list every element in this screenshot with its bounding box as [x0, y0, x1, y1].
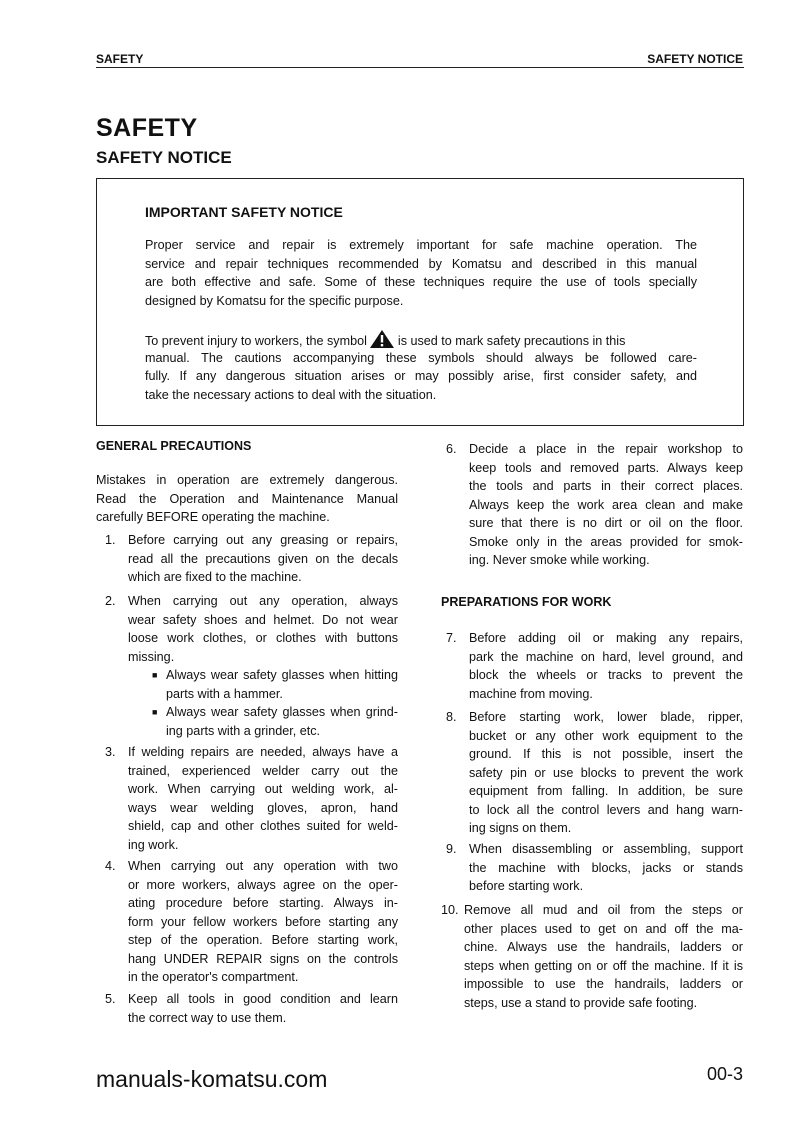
page-title: SAFETY	[96, 114, 198, 142]
preparations-heading: PREPARATIONS FOR WORK	[441, 595, 612, 609]
text-line: shield, cap and other clothes suited for weld-	[128, 819, 398, 833]
important-safety-notice-box	[96, 178, 744, 426]
text-line: bucket or any other work equipment to the	[469, 728, 743, 743]
item-number: 10.	[441, 903, 459, 917]
running-header-right: SAFETY NOTICE	[647, 52, 743, 66]
text-line: safety pin or use blocks to prevent the work	[469, 765, 743, 780]
precaution-item	[446, 440, 743, 570]
text-line: work. When carrying out welding work, al-	[128, 782, 398, 796]
text-line: fully. If any dangerous situation arises or may possibly arise, first consider safety, and	[145, 369, 697, 383]
text-line: Always wear safety glasses when grind-	[166, 705, 398, 719]
text-line: service and repair techniques recommended by Komatsu and described in this manual	[145, 256, 697, 271]
text-line: Decide a place in the repair workshop to	[469, 442, 743, 456]
text-line: Keep all tools in good condition and learn	[128, 992, 398, 1006]
text-line: trained, experienced welder carry out the	[128, 763, 398, 778]
notice-text: To prevent injury to workers, the symbol	[145, 334, 367, 348]
text-line: park the machine on hard, level ground, and	[469, 649, 743, 664]
text-line: impossible to use the handrails, ladders or	[464, 977, 743, 991]
item-number: 7.	[446, 631, 457, 645]
bullet-item	[152, 703, 398, 740]
text-line: loose work clothes, or clothes with buttons	[128, 631, 398, 645]
text-line: steps, use a stand to provide safe footing.	[464, 995, 698, 1010]
precaution-item	[105, 990, 398, 1027]
text-line: are both effective and safe. Some of these techniques require the use of tools specially	[145, 275, 697, 289]
text-line: equipment from falling. In addition, be sure	[469, 784, 743, 798]
running-header-left: SAFETY	[96, 52, 144, 66]
notice-paragraph-1	[145, 236, 697, 310]
item-number: 8.	[446, 710, 457, 724]
precaution-item	[441, 901, 743, 1012]
text-line: Mistakes in operation are extremely dangerous.	[96, 473, 398, 487]
text-line: Read the Operation and Maintenance Manual	[96, 491, 398, 506]
text-line: which are fixed to the machine.	[128, 570, 302, 584]
text-line: ing. Never smoke while working.	[469, 553, 650, 567]
notice-title: IMPORTANT SAFETY NOTICE	[145, 204, 343, 220]
precaution-item	[105, 531, 398, 587]
text-line: Always wear safety glasses when hitting	[166, 668, 398, 682]
text-line: Smoke only in the areas provided for smok-	[469, 534, 743, 549]
header-rule	[96, 67, 744, 68]
text-line: hang UNDER REPAIR signs on the controls	[128, 951, 398, 966]
item-number: 9.	[446, 842, 457, 856]
text-line: carefully BEFORE operating the machine.	[96, 510, 330, 524]
bullet-icon: ■	[152, 670, 158, 680]
text-line: manual. The cautions accompanying these symbols should always be followed care-	[145, 350, 697, 365]
precaution-item	[105, 857, 398, 987]
text-line: chine. Always use the handrails, ladders or	[464, 940, 743, 954]
bullet-item	[152, 666, 398, 703]
watermark: manuals-komatsu.com	[96, 1066, 328, 1092]
text-line: step of the operation. Before starting work,	[128, 933, 398, 947]
text-line: Before starting work, lower blade, ripper,	[469, 710, 743, 724]
text-line: When carrying out any operation, always	[128, 594, 398, 608]
text-line: in the operator's compartment.	[128, 970, 299, 984]
notice-text: is used to mark safety precautions in this	[397, 334, 626, 348]
text-line: Remove all mud and oil from the steps or	[464, 903, 743, 917]
text-line: the machine with blocks, jacks or stands	[469, 860, 743, 875]
precaution-item	[105, 743, 398, 854]
text-line: the correct way to use them.	[128, 1010, 287, 1025]
text-line: If welding repairs are needed, always have a	[128, 745, 398, 759]
precaution-item	[446, 840, 743, 896]
item-number: 4.	[105, 859, 116, 873]
text-line: designed by Komatsu for the specific purpose.	[145, 293, 404, 308]
text-line: When carrying out any operation with two	[128, 859, 398, 873]
text-line: missing.	[128, 649, 175, 664]
text-line: ing parts with a grinder, etc.	[166, 723, 321, 738]
text-line: to lock all the control levers and hang warn-	[469, 802, 743, 817]
text-line: ground. If this is not possible, insert the	[469, 747, 743, 761]
general-precautions-heading: GENERAL PRECAUTIONS	[96, 439, 252, 453]
item-number: 1.	[105, 533, 116, 547]
text-line: read all the precautions given on the decals	[128, 551, 398, 566]
precaution-item	[446, 708, 743, 838]
bullet-icon: ■	[152, 707, 158, 717]
text-line: before starting work.	[469, 879, 584, 893]
text-line: take the necessary actions to deal with the situation.	[145, 387, 437, 402]
text-line: ing signs on them.	[469, 821, 572, 835]
text-line: Before adding oil or making any repairs,	[469, 631, 743, 645]
item-number: 3.	[105, 745, 116, 759]
text-line: the tools and parts in their correct places.	[469, 479, 743, 493]
text-line: ing work.	[128, 837, 179, 852]
text-line: steps when getting on or off the machine. If it is	[464, 958, 743, 973]
text-line: Always keep the work area clean and make	[469, 497, 743, 512]
item-number: 2.	[105, 594, 116, 608]
notice-line	[145, 330, 697, 349]
text-line: machine from moving.	[469, 686, 593, 701]
text-line: Proper service and repair is extremely important for safe machine operation. The	[145, 238, 697, 252]
general-intro	[96, 471, 398, 527]
text-line: form your fellow workers before starting any	[128, 914, 398, 929]
precaution-item	[446, 629, 743, 703]
text-line: or more workers, always agree on the oper-	[128, 877, 398, 892]
text-line: other places used to get on and off the ma-	[464, 921, 743, 936]
item-number: 6.	[446, 442, 457, 456]
text-line: ways wear welding gloves, apron, hand	[128, 800, 398, 815]
notice-paragraph-2	[145, 330, 697, 404]
text-line: parts with a hammer.	[166, 686, 283, 701]
text-line: sure that there is no dirt or oil on the floor.	[469, 516, 743, 530]
text-line: block the wheels or tracks to prevent the	[469, 668, 743, 682]
item-number: 5.	[105, 992, 116, 1006]
precaution-item	[105, 592, 398, 740]
page-number: 00-3	[706, 1064, 743, 1084]
text-line: When disassembling or assembling, support	[469, 842, 743, 856]
text-line: ating procedure before starting. Always in-	[128, 896, 398, 910]
text-line: wear safety shoes and helmet. Do not wear	[128, 612, 398, 627]
text-line: keep tools and removed parts. Always keep	[469, 460, 743, 475]
text-line: Before carrying out any greasing or repairs,	[128, 533, 398, 547]
page-subtitle: SAFETY NOTICE	[96, 148, 232, 167]
